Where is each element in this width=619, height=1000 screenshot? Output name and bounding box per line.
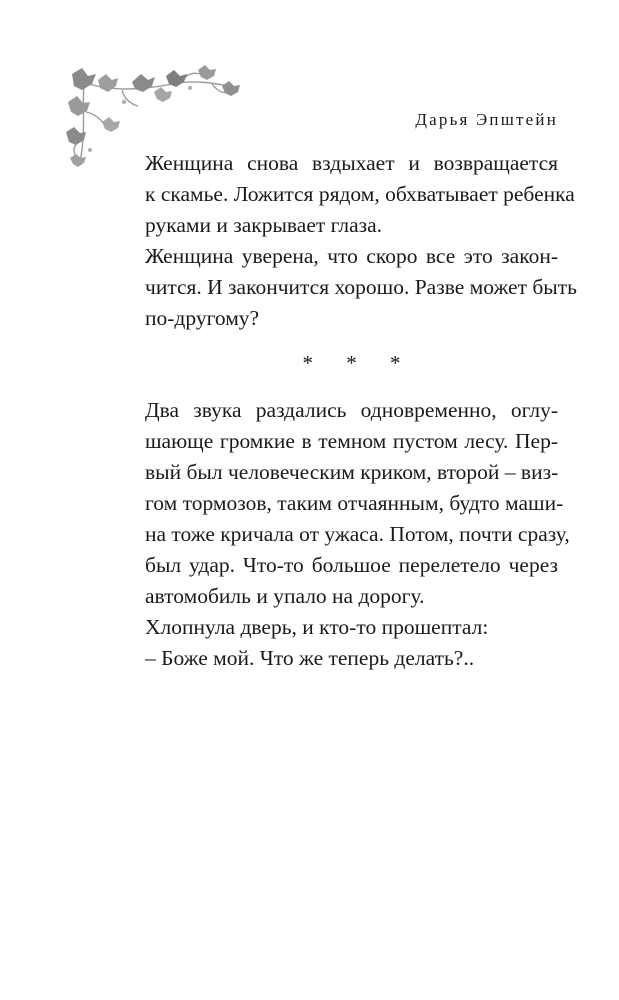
paragraph	[145, 395, 570, 612]
text-line: был удар. Что-то большое перелетело через	[145, 553, 558, 577]
paragraph	[145, 612, 558, 643]
text-line: на тоже кричала от ужаса. Потом, почти сразу,	[145, 522, 570, 546]
text-line: Женщина уверена, что скоро все это закон-	[145, 244, 558, 268]
text-line: гом тормозов, таким отчаянным, будто маши-	[145, 491, 564, 515]
text-line: шающе громкие в темном пустом лесу. Пер-	[145, 429, 558, 453]
text-line: руками и закрывает глаза.	[145, 213, 383, 237]
section-separator: * * *	[302, 351, 415, 375]
running-head: Дарья Эпштейн	[415, 110, 558, 129]
text-line: вый был человеческим криком, второй – виз-	[145, 460, 559, 484]
text-line: автомобиль и упало на дорогу.	[145, 584, 425, 608]
text-line: Хлопнула дверь, и кто-то прошептал:	[145, 615, 489, 639]
text-line: Женщина снова вздыхает и возвращается	[145, 151, 558, 175]
paragraph	[145, 148, 575, 241]
body-text	[145, 148, 577, 674]
text-line: по-другому?	[145, 306, 260, 330]
paragraph	[145, 643, 558, 674]
text-line: чится. И закончится хорошо. Разве может быть	[145, 275, 577, 299]
text-line: к скамье. Ложится рядом, обхватывает ребенка	[145, 182, 575, 206]
paragraph	[145, 241, 577, 334]
text-line: Два звука раздались одновременно, оглу-	[145, 398, 558, 422]
text-line: – Боже мой. Что же теперь делать?..	[145, 646, 475, 670]
